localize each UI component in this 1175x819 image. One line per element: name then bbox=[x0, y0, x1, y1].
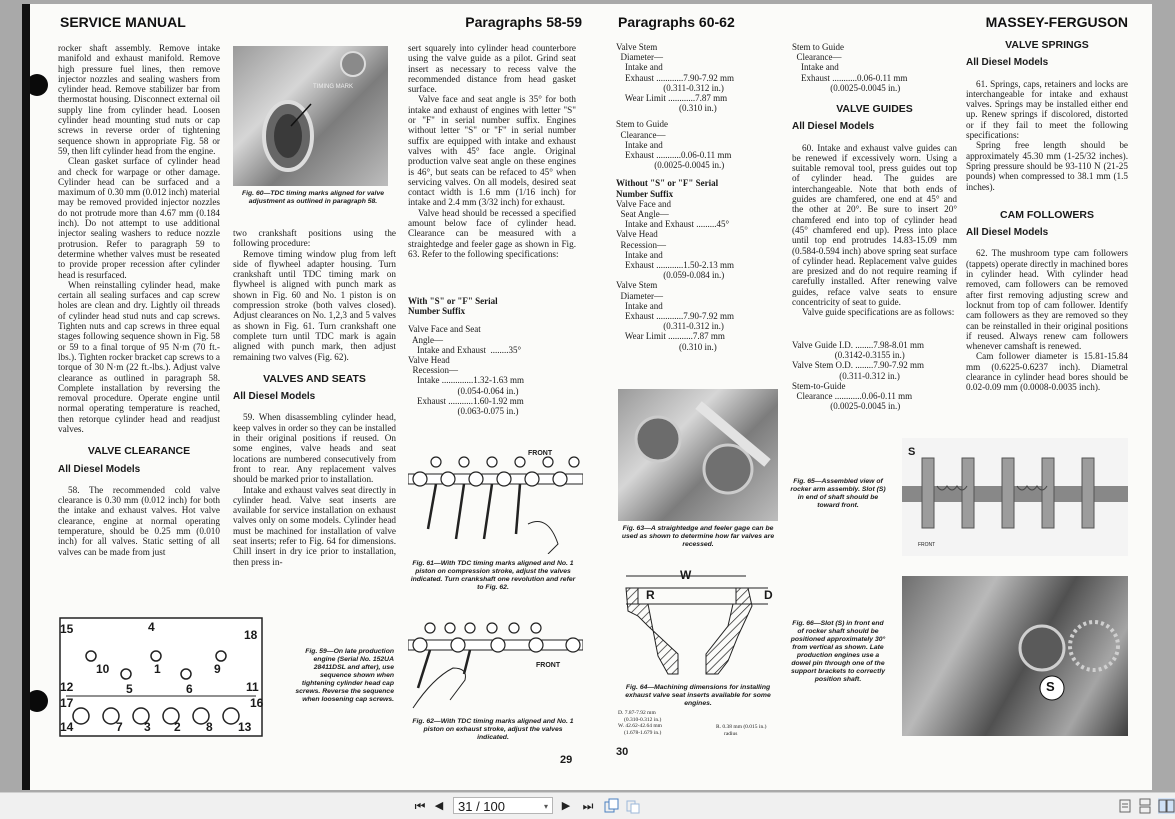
timing-mark-label: TIMING MARK bbox=[313, 84, 353, 90]
page-29 bbox=[22, 4, 592, 790]
front-label: FRONT bbox=[528, 450, 553, 457]
paragraph: Cam follower diameter is 15.81-15.84 mm (0.6225-0.6237 inch). Diametral clearance in cylinder head bores should be 0.02-0.09 mm (0.0008-0.0035 inch). bbox=[966, 351, 1128, 393]
page-number: 29 bbox=[560, 754, 573, 766]
page-number-input[interactable] bbox=[453, 797, 553, 814]
paragraph: Valve guide specifications are as follows: bbox=[802, 307, 955, 318]
two-page-layout-icon[interactable] bbox=[1158, 798, 1175, 814]
fig-60-caption: Fig. 60—TDC timing marks aligned for valve adjustment as outlined in paragraph 58. bbox=[241, 190, 384, 205]
fig-64-seat-dimensions bbox=[618, 566, 778, 678]
subsection-heading: All Diesel Models bbox=[792, 121, 875, 133]
fig-63-photo bbox=[618, 389, 778, 521]
fig-65-rocker-assembly-photo bbox=[902, 438, 1128, 556]
fig-61-rocker-diagram bbox=[408, 444, 583, 554]
single-page-layout-icon[interactable] bbox=[1118, 798, 1132, 814]
dim-w-label: W bbox=[680, 568, 692, 582]
paragraph: Valve face and seat angle is 35° for both intake and exhaust of engines with letter "S" or "F" in serial number suffix. Engines without letter "S" or "F" in serial number suffix are equipped with intake and exhaust valves with 45° face angle. Original production valve seat angle on these engines is 46°, but seats can be refaced to 45° when servicing valves. On all models, desired seat contact width is 1.6 mm (1/16 inch) for intake and 2.4 mm (3/32 inch) for exhaust. bbox=[408, 94, 576, 208]
fig-64-caption: Fig. 64—Machining dimensions for installing exhaust valve seat inserts available for some engines. bbox=[625, 684, 771, 707]
fig-65-caption: Fig. 65—Assembled view of rocker arm assembly. Slot (S) in end of shaft should be toward front. bbox=[790, 478, 886, 509]
paragraph: two crankshaft positions using the following procedure: bbox=[233, 228, 396, 249]
paragraph: When reinstalling cylinder head, make certain all sealing surfaces and cap screw holes are clean and dry. Lightly oil threads of cylinder head stud nuts and cap screws. Tighten nuts and cap screws in three equal stages following sequence shown in Fig. 58 or 59 to a final torque of 95 N·m (70 ft.-lbs.). Tighten rocker bracket cap screws to a torque of 30 N·m (22 ft.-lbs.). Adjust valve clearance as outlined in paragraph 58. Complete installation by reversing the removal procedure. Operate engine until normal operating temperature is reached, then retorque cylinder head and readjust valves. bbox=[58, 279, 221, 434]
continuous-layout-icon[interactable] bbox=[1138, 798, 1152, 814]
front-label: FRONT bbox=[536, 662, 561, 669]
header-title: MASSEY-FERGUSON bbox=[985, 14, 1128, 30]
first-page-icon[interactable]: ⏮ bbox=[414, 799, 426, 813]
header-paragraphs: Paragraphs 60-62 bbox=[618, 14, 735, 30]
facing-pages-icon[interactable] bbox=[625, 798, 641, 814]
section-heading: VALVE GUIDES bbox=[836, 103, 913, 115]
spec-table-stem-guide: Stem to Guide Clearance— Intake and Exhaust ...........0.06-0.11 mm (0.0025-0.0045 in.) bbox=[792, 42, 908, 93]
page-value: 31 / 100 bbox=[458, 799, 505, 814]
fig-66-caption: Fig. 66—Slot (S) in front end of rocker shaft should be positioned approximately 30° from vertical as shown. Late production engines use a dowel pin through one of the support brackets to correctly position shaft. bbox=[790, 620, 886, 683]
chevron-down-icon[interactable]: ▾ bbox=[543, 802, 548, 811]
fig-64-radius: R. 0.38 mm (0.015 in.) radius bbox=[716, 724, 767, 737]
text-column-1 bbox=[58, 43, 220, 557]
paragraph: Valve head should be recessed a specified amount below face of cylinder head. Clearance can be measured with a straightedge and feeler gage as shown in Fig. 63. Refer to the following specifications: bbox=[408, 207, 576, 259]
slot-s-label: S bbox=[1046, 679, 1055, 694]
fig-62-rocker-diagram bbox=[408, 618, 583, 714]
slot-s-label: S bbox=[908, 446, 916, 458]
front-label: FRONT bbox=[918, 542, 936, 548]
timing-window-illustration bbox=[233, 46, 388, 186]
section-heading: VALVE SPRINGS bbox=[1005, 39, 1089, 51]
next-page-icon[interactable]: ▶ bbox=[561, 799, 571, 812]
paragraph: Intake and exhaust valves seat directly in cylinder head. Valve seat inserts are available for service installation on exhaust valves only on some models. Cylinder head must be machined for installation of valve seat inserts; refer to Fig. 64 for dimensions. Chill insert in dry ice prior to installation, then press in- bbox=[233, 484, 396, 567]
paragraph: 58. The recommended cold valve clearance is 0.30 mm (0.012 inch) for both the intake and exhaust valves. Hot valve clearance, engine at normal operating temperature, should be 0.25 mm (0.010 inch) for all valves. Static setting of all valves can be made from just bbox=[58, 484, 220, 557]
paragraph: sert squarely into cylinder head counterbore using the valve guide as a pilot. Grind seat insert as necessary to recess valve the recommended distance from head gasket surface. bbox=[408, 43, 576, 95]
binder-hole bbox=[26, 690, 48, 712]
spec-table-valve-guide: Valve Guide I.D. ........7.98-8.01 mm (0.3142-0.3155 in.) Valve Stem O.D. ........7.90-7.92 mm (0.311-0.312 in.) Stem-to-Guide Clearance ............0.06-0.11 mm (0.0025-0.0045 in.) bbox=[792, 340, 924, 412]
last-page-icon[interactable]: ⏭ bbox=[582, 799, 594, 813]
prev-page-icon[interactable]: ◀ bbox=[434, 799, 444, 812]
binder-hole bbox=[26, 74, 48, 96]
fig-60-photo bbox=[233, 46, 388, 186]
subsection-heading: All Diesel Models bbox=[966, 227, 1049, 239]
paragraph: 62. The mushroom type cam followers (tappets) operate directly in machined bores in cylinder head. With cylinder head removed, cam followers can be removed after first removing adjusting screw and locknut from top of cam follower. Identify cam followers as they are removed so they can be reinstalled in their original positions if reused. Always renew cam followers whenever camshaft is renewed. bbox=[966, 248, 1128, 352]
spec-table-with-s-f: With "S" or "F" Serial Number Suffix Valve Face and Seat Angle— Intake and Exhaust ........35° Valve Head Recession— Intake ..............1.32-1.63 mm (0.054-0.064 in.) Exhaust ...........1.60-1.92 mm (0.063-0.075 in.) bbox=[408, 296, 524, 417]
fig-59-caption: Fig. 59—On late production engine (Serial No. 152UA 28411DSL and after), use sequence shown when tightening cylinder head cap screws. Reverse the sequence when loosening cap screws. bbox=[295, 648, 394, 703]
fig-62-caption: Fig. 62—With TDC timing marks aligned and No. 1 piston on exhaust stroke, adjust the valves indicated. bbox=[412, 718, 574, 741]
text-column-2 bbox=[233, 228, 396, 567]
paragraph: 59. When disassembling cylinder head, keep valves in order so they can be installed in their original positions if reused. On some engines, valve heads and seat locations are numbered consecutively from front to rear. Any replacement valves should be marked prior to installation. bbox=[233, 412, 396, 485]
page-30 bbox=[592, 4, 1152, 790]
paragraph: 61. Springs, caps, retainers and locks are interchangeable for intake and exhaust valves. Springs may be installed either end up. Renew springs if discolored, distorted or if they fail to meet the following specifications: bbox=[966, 78, 1128, 141]
fig-59-cylinder-head-sequence: 15 4 18 10 1 9 12 5 6 11 17 16 14 7 3 2 8 13 bbox=[60, 620, 264, 734]
fig-66-rocker-shaft-photo bbox=[902, 576, 1128, 736]
single-page-view-icon[interactable] bbox=[603, 798, 619, 814]
paragraph: rocker shaft assembly. Remove intake manifold and exhaust manifold. Remove high pressure fuel lines, then remove injector nozzles and sealing washers from cylinder head. Remove stabilizer bar from thermostat housing. Disconnect external oil supply line from cylinder head. Loosen cylinder head mounting stud nuts or cap screws in reverse order of tightening sequence shown in appropriate Fig. 58 or 59, then lift cylinder head from the engine. bbox=[58, 43, 220, 156]
paragraph: 60. Intake and exhaust valve guides can be renewed if excessively worn. Using a suitable removal tool, press guides out top of cylinder head. The guides are interchangeable. Note that both ends of guides are chamfered, one end at 45° and the other at 20°. Be sure to insert 20° chamfered end into top of cylinder head (45° chamfered end up). Press into place until top end protrudes 14.83-15.09 mm (0.584-0.594 inch) above spring seat surface of cylinder head. Replacement valve guides are presized and do not require reaming if carefully installed. After renewing valve guides, reface valve seats to ensure concentricity of seat to guide. bbox=[792, 142, 957, 308]
fig-64-dimensions: D. 7.87-7.92 mm (0.310-0.312 in.) W. 42.62-42.64 mm (1.678-1.679 in.) bbox=[618, 710, 662, 736]
paragraph: Spring free length should be approximately 45.30 mm (1-25/32 inches). Spring pressure should be 93-110 N (21-25 pounds) when compressed to 38.1 mm (1.5 inches). bbox=[966, 140, 1128, 192]
fig-63-caption: Fig. 63—A straightedge and feeler gage can be used as shown to determine how far valves are recessed. bbox=[621, 525, 775, 548]
dim-d-label: D bbox=[764, 588, 773, 602]
subsection-heading: All Diesel Models bbox=[966, 57, 1049, 69]
header-paragraphs: Paragraphs 58-59 bbox=[465, 14, 582, 30]
section-heading: VALVES AND SEATS bbox=[263, 372, 366, 385]
text-column-3 bbox=[966, 32, 1128, 393]
fig-61-caption: Fig. 61—With TDC timing marks aligned and No. 1 piston on compression stroke, adjust the valves indicated. Turn crankshaft one revolution and refer to Fig. 62. bbox=[410, 560, 576, 591]
paragraph: Clean gasket surface of cylinder head and check for warpage or other damage. Cylinder head can be surfaced and a maximum of 0.30 mm (0.012 inch) material may be removed provided injector nozzles do not protrude more than 4.67 mm (0.184 inch). Do not attempt to use additional injector sealing washers to reduce nozzle protrusion. Refer to paragraph 59 to determine whether valves must be reseated to provide proper recession after cylinder head is resurfaced. bbox=[58, 156, 220, 280]
page-number: 30 bbox=[616, 746, 629, 758]
text-column-valve-guides bbox=[792, 92, 957, 318]
subsection-heading: All Diesel Models bbox=[58, 463, 141, 475]
spec-table-valve-stem: Valve Stem Diameter— Intake and Exhaust ............7.90-7.92 mm (0.311-0.312 in.) Wear Limit ............7.87 mm (0.310 in.) Stem to Guide Clearance— Intake and Exhaust ...........0.06-0.11 mm (0.0025-0.0045 in.) Without "S" or "F" Serial Number Suffix Valve Face and Seat Angle— Intake and Exhaust .........45° Valve Head Recession— Intake and Exhaust ............1.50-2.13 mm (0.059-0.084 in.) Valve Stem Diameter— Intake and Exhaust ............7.90-7.92 mm (0.311-0.312 in.) Wear Limit ...........7.87 mm (0.310 in.) bbox=[616, 42, 734, 352]
paragraph: Remove timing window plug from left side of flywheel adapter housing. Turn crankshaft until TDC timing mark on flywheel is aligned with punch mark as shown in Fig. 60 and No. 1 piston is on compression stroke (both valves closed). Adjust clearances on No. 1,2,3 and 5 valves as shown in Fig. 61. Turn crankshaft one complete turn until TDC mark is again aligned with punch mark, then adjust remaining two valves (Fig. 62). bbox=[233, 248, 396, 362]
section-heading: VALVE CLEARANCE bbox=[87, 445, 191, 458]
dim-r-label: R bbox=[646, 588, 655, 602]
section-heading: CAM FOLLOWERS bbox=[1000, 208, 1094, 221]
subsection-heading: All Diesel Models bbox=[233, 391, 316, 403]
text-column-3 bbox=[408, 43, 576, 259]
pdf-navigation-toolbar bbox=[0, 792, 1175, 819]
header-title: SERVICE MANUAL bbox=[60, 14, 186, 30]
